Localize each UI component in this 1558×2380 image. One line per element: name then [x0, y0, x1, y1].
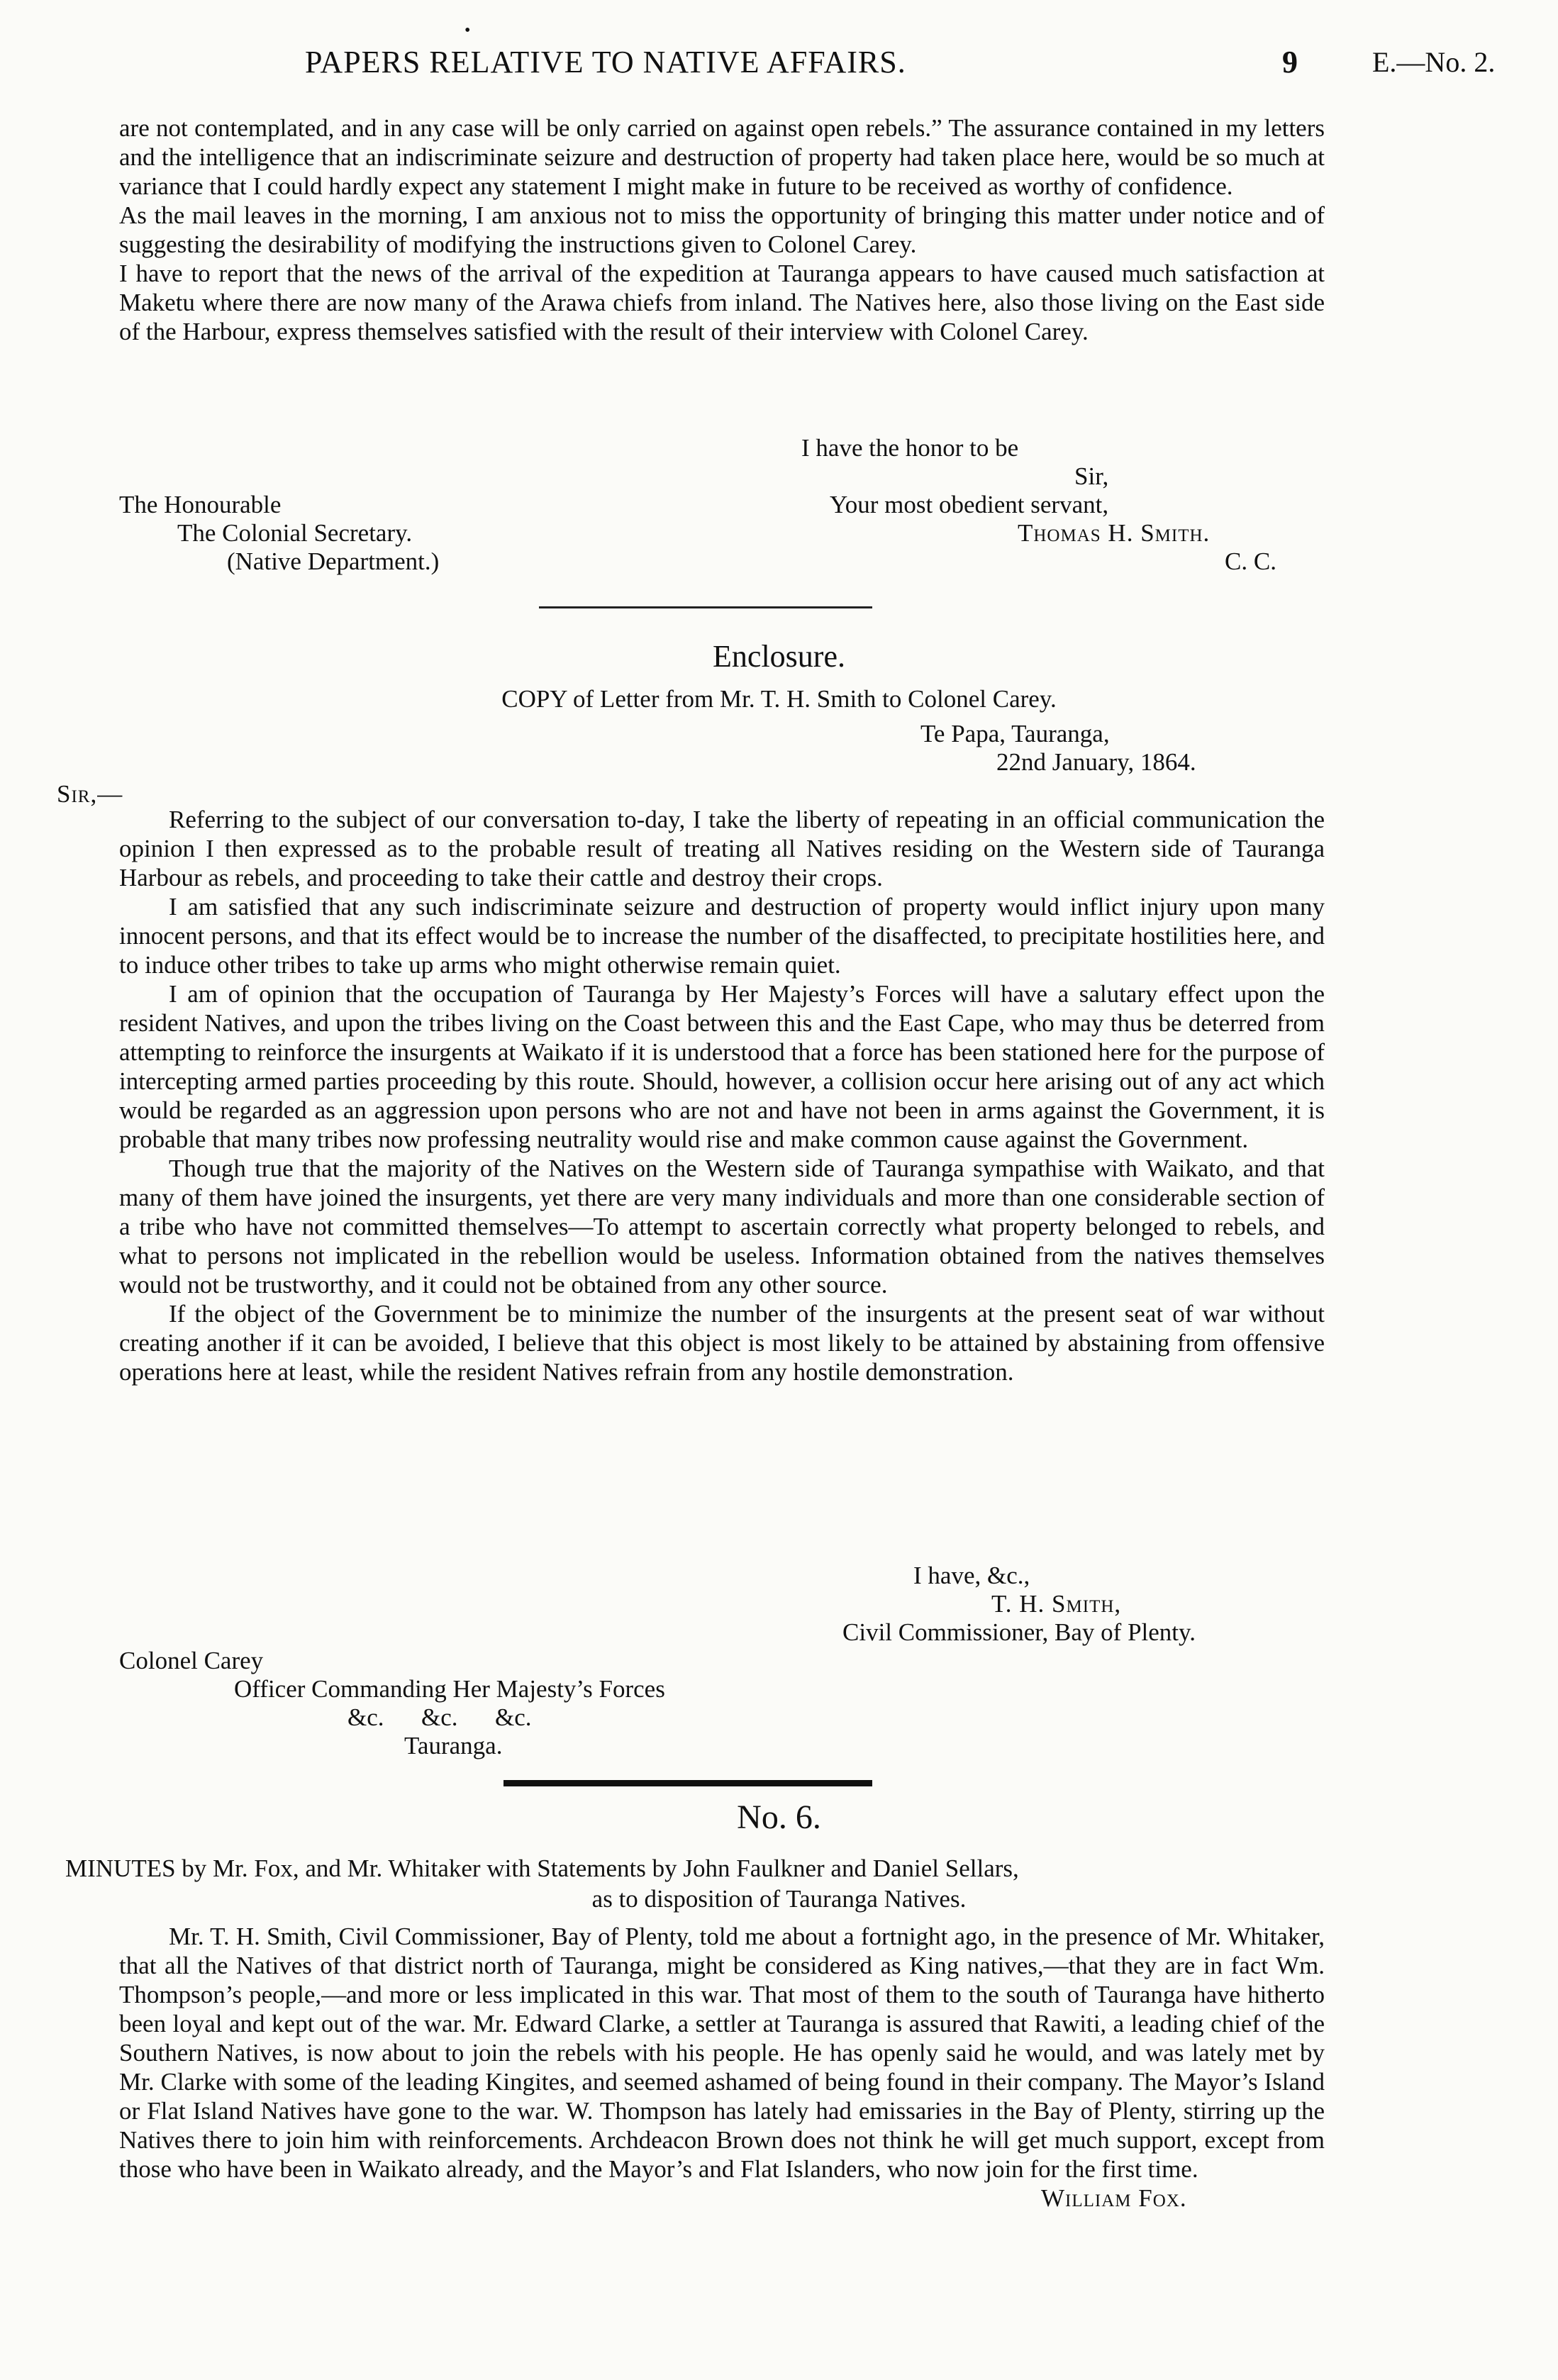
- minutes-body: [119, 1922, 1325, 2184]
- addressee-line: (Native Department.): [227, 547, 440, 575]
- page-number: 9: [1282, 45, 1298, 79]
- minutes-title: MINUTES by Mr. Fox, and Mr. Whitaker with Statements by John Faulkner and Daniel Sellars,: [65, 1854, 1019, 1882]
- paragraph: Mr. T. H. Smith, Civil Commissioner, Bay of Plenty, told me about a fortnight ago, in the presence of Mr. Whitaker, that all the Natives of that district north of Tauranga, might be considered as King natives,—that they are in fact Wm. Thompson’s people,—and more or less implicated in this war. That most of them to the south of Tauranga have hitherto been loyal and kept out of the war. Mr. Edward Clarke, a settler at Tauranga is assured that Rawiti, a leading chief of the Southern Natives, is now about to join the rebels with his people. He has openly said he would, and was lately met by Mr. Clarke with some of the leading Kingites, and seemed ashamed of being found in their company. The Mayor’s Island or Flat Island Natives have gone to the war. W. Thompson has lately had emissaries in the Bay of Plenty, stirring up the Natives there to join him with reinforcements. Archdeacon Brown does not think he will get much support, except from those who have been in Waikato already, and the Mayor’s and Flat Islanders, who now join for the first time.: [119, 1923, 1325, 2183]
- addressee-line: The Colonial Secretary.: [177, 519, 413, 547]
- section-number-heading: No. 6.: [737, 1798, 821, 1836]
- enclosure-subheading: COPY of Letter from Mr. T. H. Smith to Colonel Carey.: [501, 685, 1057, 713]
- addressee-line: Officer Commanding Her Majesty’s Forces: [234, 1675, 665, 1703]
- closing-line: I have the honor to be: [801, 434, 1019, 462]
- addressee-line: Tauranga.: [404, 1732, 503, 1759]
- enclosure-heading: Enclosure.: [713, 639, 845, 674]
- printer-mark: •: [464, 21, 471, 40]
- salutation: Sir,—: [57, 780, 123, 808]
- section-divider: [539, 606, 872, 608]
- paragraph: are not contemplated, and in any case will be only carried on against open rebels.” The assurance contained in my letters and the intelligence that an indiscriminate seizure and destruction of property had taken place here, would be so much at variance that I could hardly expect any statement I might make in future to be received as worthy of confidence.: [119, 114, 1325, 200]
- paragraph: I am satisfied that any such indiscriminate seizure and destruction of property would inflict injury upon many innocent persons, and that its effect would be to increase the number of the disaffected, to precipitate hostilities here, and to induce other tribes to take up arms who might otherwise remain quiet.: [119, 893, 1325, 979]
- closing-line: Sir,: [1074, 462, 1109, 490]
- section-divider-heavy: [503, 1780, 872, 1786]
- letter-place: Te Papa, Tauranga,: [920, 720, 1110, 747]
- signature-title: Civil Commissioner, Bay of Plenty.: [842, 1618, 1196, 1646]
- closing-line: I have, &c.,: [913, 1562, 1030, 1589]
- addressee-line: &c. &c. &c.: [347, 1703, 532, 1731]
- paragraph: Referring to the subject of our conversation to-day, I take the liberty of repeating in an official communication the opinion I then expressed as to the probable result of treating all Natives residing on the Western side of Tauranga Harbour as rebels, and proceeding to take their cattle and destroy their crops.: [119, 806, 1325, 891]
- paragraph: [119, 201, 1325, 259]
- addressee-line: Colonel Carey: [119, 1647, 264, 1674]
- paper-reference: E.—No. 2.: [1372, 46, 1496, 78]
- paragraph: I am of opinion that the occupation of Tauranga by Her Majesty’s Forces will have a salutary effect upon the resident Natives, and upon the tribes living on the Coast between this and the East Cape, who may thus be deterred from attempting to reinforce the insurgents at Waikato if it is understood that a force has been stationed here for the purpose of intercepting armed parties proceeding by this route. Should, however, a collision occur here arising out of any act which would be regarded as an aggression upon persons who are not and have not been in arms against the Government, it is probable that many tribes now professing neutrality would rise and make common cause against the Government.: [119, 980, 1325, 1153]
- addressee-line: The Honourable: [119, 491, 282, 518]
- paragraph: If the object of the Government be to minimize the number of the insurgents at the present seat of war without creating another if it can be avoided, I believe that this object is most likely to be attained by abstaining from offensive operations here at least, while the resident Natives refrain from any hostile demonstration.: [119, 1300, 1325, 1386]
- letter-body: [119, 113, 1325, 346]
- paragraph: Though true that the majority of the Natives on the Western side of Tauranga sympathise with Waikato, and that many of them have joined the insurgents, yet there are very many individuals and more than one considerable section of a tribe who have not committed themselves—To attempt to ascertain correctly what property belonged to rebels, and what to persons not implicated in the rebellion would be useless. Information obtained from the natives themselves would not be trustworthy, and it could not be obtained from any other source.: [119, 1155, 1325, 1299]
- signature: William Fox.: [1041, 2184, 1187, 2212]
- closing-line: Your most obedient servant,: [830, 491, 1109, 518]
- signature: Thomas H. Smith.: [1018, 519, 1211, 547]
- signature: T. H. Smith,: [991, 1590, 1122, 1618]
- signature-title: C. C.: [1225, 547, 1276, 575]
- page-header: [0, 44, 1558, 87]
- minutes-subtitle: as to disposition of Tauranga Natives.: [591, 1885, 967, 1913]
- paragraph-text: As the mail leaves in the morning, I am anxious not to miss the opportunity of bringing this matter under notice and of suggesting the desirability of modifying the instructions given to Colonel Carey.: [119, 201, 1325, 258]
- running-title: PAPERS RELATIVE TO NATIVE AFFAIRS.: [305, 45, 906, 79]
- letter-date: 22nd January, 1864.: [996, 748, 1196, 776]
- paragraph: I have to report that the news of the arrival of the expedition at Tauranga appears to have caused much satisfaction at Maketu where there are now many of the Arawa chiefs from inland. The Natives here, also those living on the East side of the Harbour, express themselves satisfied with the result of their interview with Colonel Carey.: [119, 260, 1325, 345]
- enclosure-body: [119, 805, 1325, 1386]
